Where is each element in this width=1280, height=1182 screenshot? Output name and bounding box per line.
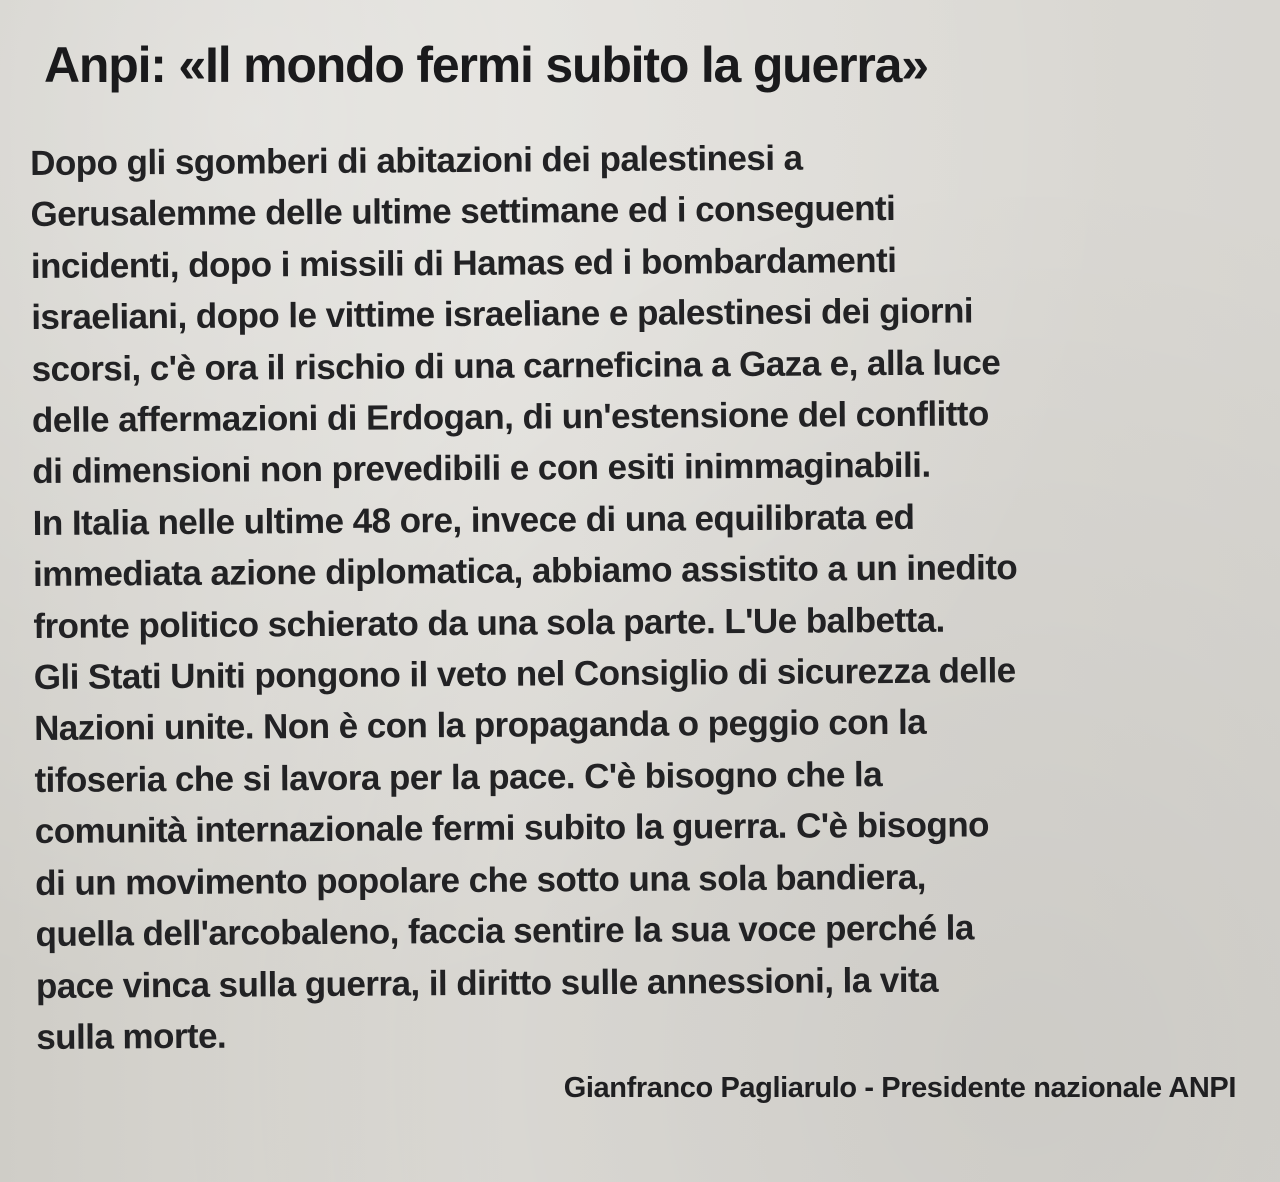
body-line: scorsi, c'è ora il rischio di una carneficina a Gaza e, alla luce: [31, 342, 1001, 389]
body-line: tifoseria che si lavora per la pace. C'è bisogno che la: [34, 754, 883, 800]
body-line: sulla morte.: [36, 1016, 227, 1057]
body-line: delle affermazioni di Erdogan, di un'estensione del conflitto: [31, 394, 989, 441]
body-line: fronte politico schierato da una sola parte. L'Ue balbetta.: [33, 600, 945, 646]
body-line: di un movimento popolare che sotto una sola bandiera,: [35, 857, 927, 903]
article-signature: Gianfranco Pagliarulo - Presidente nazionale ANPI: [563, 1072, 1236, 1104]
body-line: Gerusalemme delle ultime settimane ed i conseguenti: [30, 189, 896, 235]
body-line: Dopo gli sgomberi di abitazioni dei palestinesi a: [30, 138, 803, 183]
body-line: immediata azione diplomatica, abbiamo assistito a un inedito: [32, 548, 1018, 595]
article-headline: Anpi: «Il mondo fermi subito la guerra»: [44, 37, 928, 93]
body-line: israeliani, dopo le vittime israeliane e palestinesi dei giorni: [31, 291, 974, 338]
body-line: pace vinca sulla guerra, il diritto sulle annessioni, la vita: [35, 960, 939, 1006]
body-line: quella dell'arcobaleno, faccia sentire la sua voce perché la: [35, 908, 974, 955]
body-line: Nazioni unite. Non è con la propaganda o peggio con la: [33, 703, 927, 749]
article-body: [30, 129, 1266, 1063]
body-line: di dimensioni non prevedibili e con esiti inimmaginabili.: [32, 446, 931, 492]
body-line: comunità internazionale fermi subito la guerra. C'è bisogno: [34, 805, 990, 852]
body-line: incidenti, dopo i missili di Hamas ed i bombardamenti: [30, 240, 897, 286]
body-line: Gli Stati Uniti pongono il veto nel Consiglio di sicurezza delle: [33, 651, 1016, 698]
body-line: In Italia nelle ultime 48 ore, invece di una equilibrata ed: [32, 497, 915, 543]
